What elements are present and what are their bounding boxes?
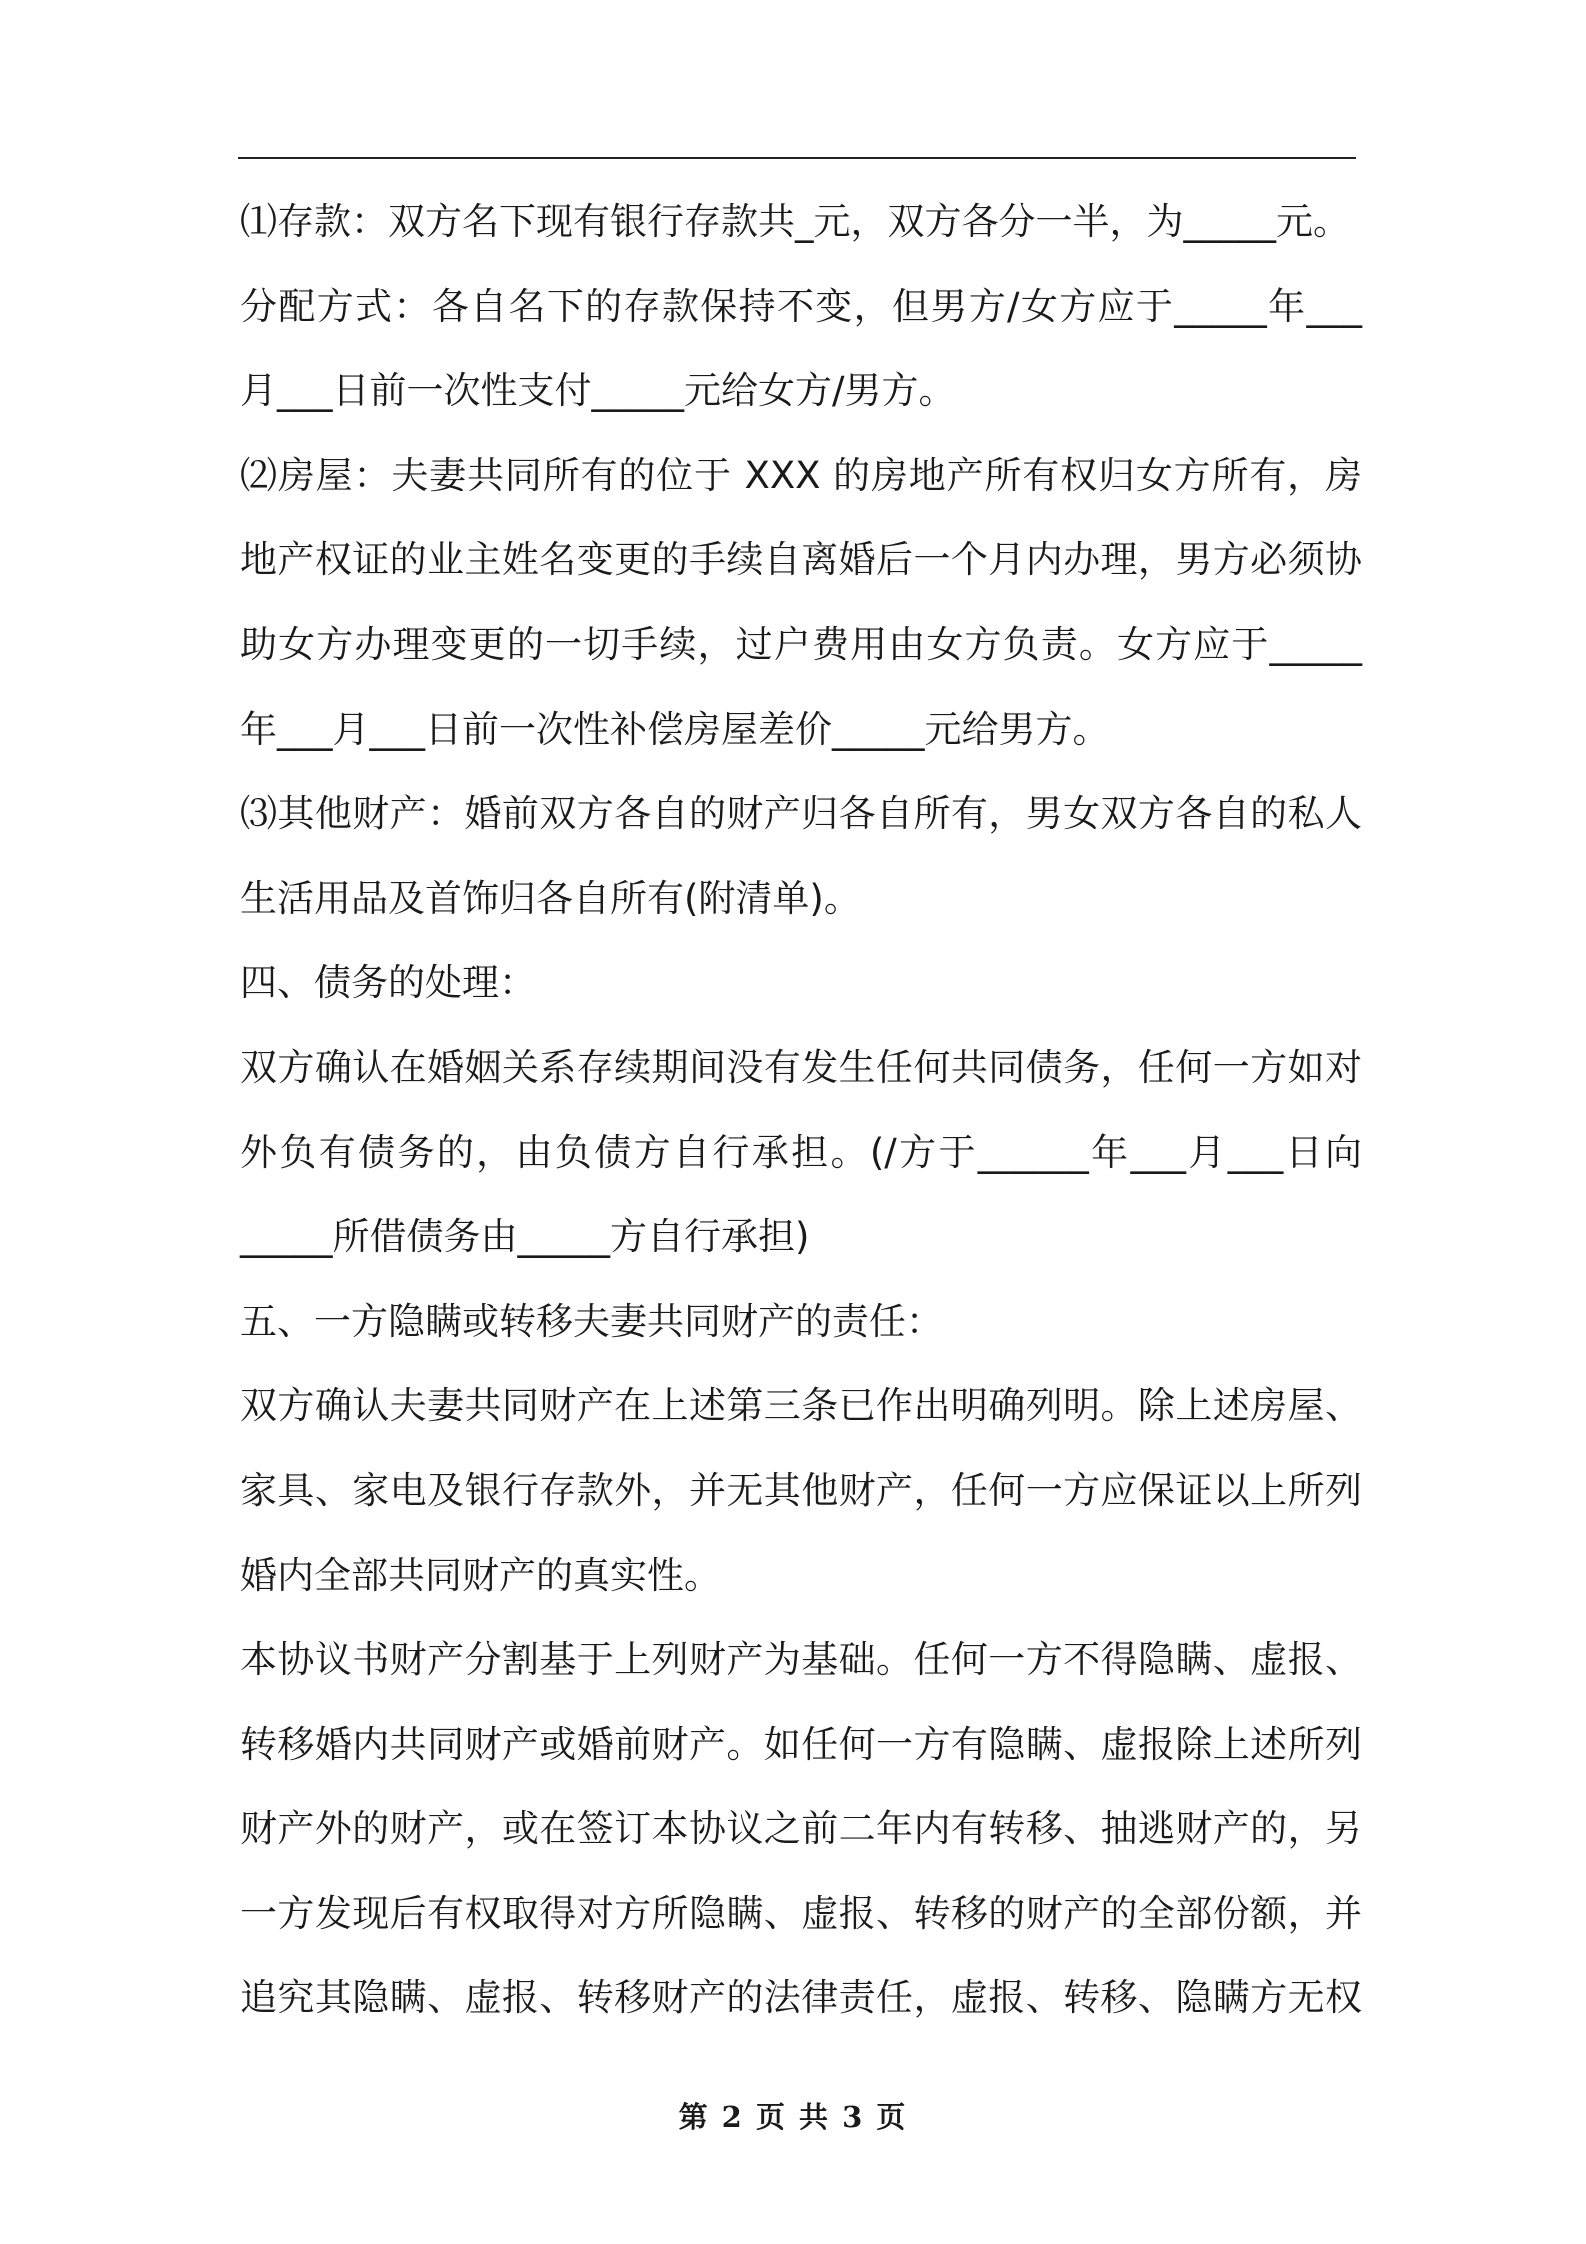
page-number: 第 2 页 共 3 页 bbox=[678, 2100, 908, 2134]
header-rule bbox=[238, 157, 1356, 159]
paragraph-line: 分配方式：各自名下的存款保持不变，但男方/女方应于_____年___ bbox=[240, 284, 1362, 328]
paragraph-line: ⑶其他财产：婚前双方各自的财产归各自所有，男女双方各自的私人 bbox=[240, 792, 1362, 836]
paragraph-line: 外负有债务的，由负债方自行承担。(/方于______年___月___日向 bbox=[240, 1130, 1362, 1174]
paragraph-line: ⑵房屋：夫妻共同所有的位于 XXX 的房地产所有权归女方所有，房 bbox=[240, 453, 1362, 497]
paragraph-line: 月___日前一次性支付_____元给女方/男方。 bbox=[240, 369, 956, 413]
paragraph-line: ⑴存款：双方名下现有银行存款共_元，双方各分一半，为_____元。 bbox=[240, 200, 1350, 243]
paragraph-line: 双方确认夫妻共同财产在上述第三条已作出明确列明。除上述房屋、 bbox=[240, 1384, 1362, 1428]
paragraph-line: 双方确认在婚姻关系存续期间没有发生任何共同债务，任何一方如对 bbox=[240, 1045, 1362, 1089]
paragraph-line: 转移婚内共同财产或婚前财产。如任何一方有隐瞒、虚报除上述所列 bbox=[240, 1722, 1362, 1766]
paragraph-line: 四、债务的处理： bbox=[240, 961, 536, 1005]
paragraph-line: 地产权证的业主姓名变更的手续自离婚后一个月内办理，男方必须协 bbox=[240, 538, 1362, 582]
document-body bbox=[240, 180, 1362, 2041]
paragraph-line: 本协议书财产分割基于上列财产为基础。任何一方不得隐瞒、虚报、 bbox=[240, 1638, 1362, 1682]
paragraph-line: 生活用品及首饰归各自所有(附清单)。 bbox=[240, 876, 861, 920]
paragraph-line: 年___月___日前一次性补偿房屋差价_____元给男方。 bbox=[240, 707, 1110, 751]
paragraph-line: 助女方办理变更的一切手续，过户费用由女方负责。女方应于_____ bbox=[240, 622, 1362, 666]
paragraph-line: 婚内全部共同财产的真实性。 bbox=[240, 1553, 721, 1597]
paragraph-line: 追究其隐瞒、虚报、转移财产的法律责任，虚报、转移、隐瞒方无权 bbox=[240, 1976, 1362, 2020]
paragraph-line: 家具、家电及银行存款外，并无其他财产，任何一方应保证以上所列 bbox=[240, 1468, 1362, 1512]
paragraph-line: 五、一方隐瞒或转移夫妻共同财产的责任： bbox=[240, 1299, 943, 1343]
paragraph-line: _____所借债务由_____方自行承担) bbox=[240, 1215, 810, 1259]
paragraph-line: 一方发现后有权取得对方所隐瞒、虚报、转移的财产的全部份额，并 bbox=[240, 1891, 1362, 1935]
paragraph-line: 财产外的财产，或在签订本协议之前二年内有转移、抽逃财产的，另 bbox=[240, 1807, 1362, 1851]
